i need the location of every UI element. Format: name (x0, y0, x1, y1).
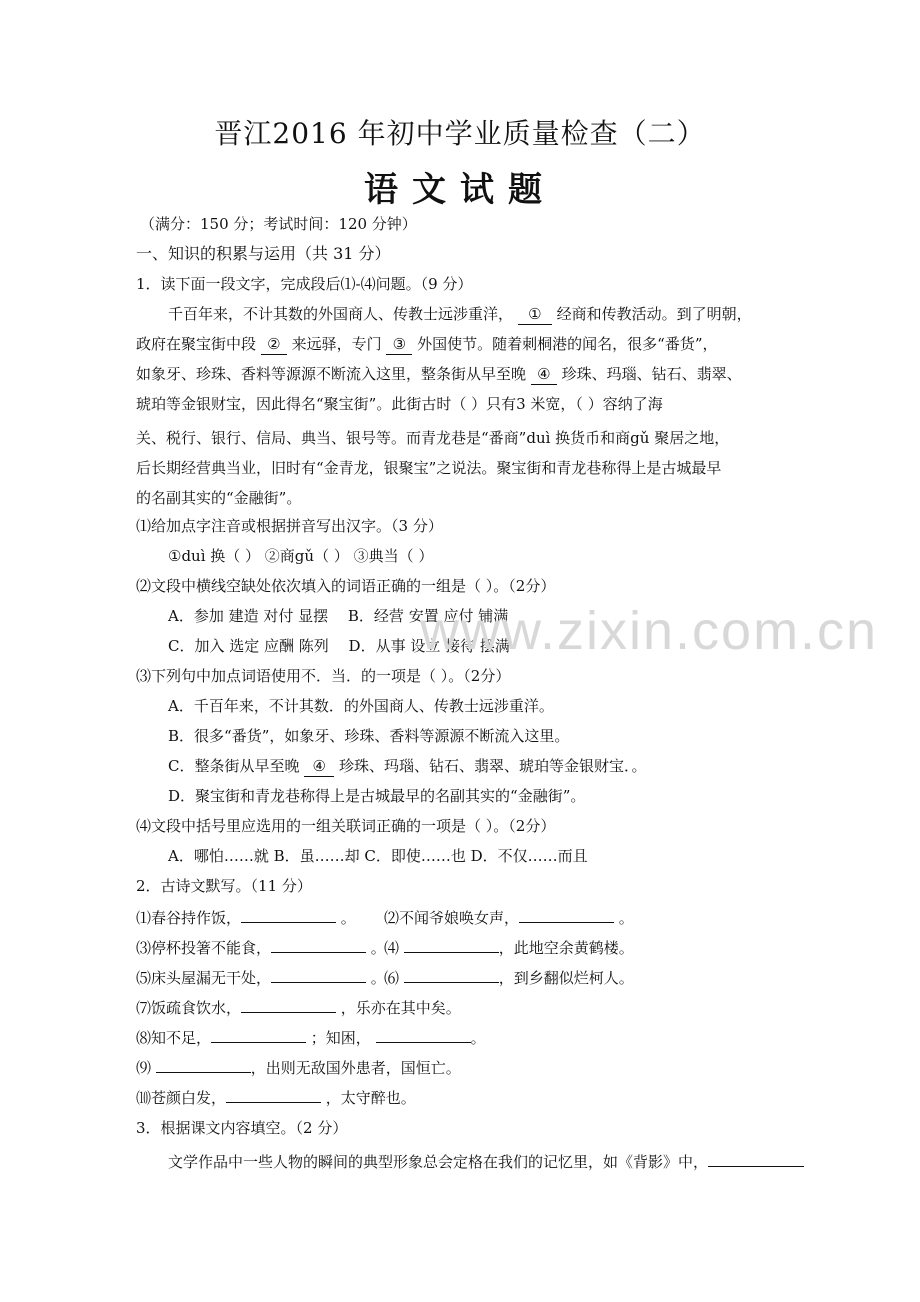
text: ⑽苍颜白发， (136, 1089, 227, 1107)
q1-para-line3 (136, 364, 920, 385)
text: ⑸床头屋漏无干处， (136, 969, 272, 987)
q1-sub3-option-c (168, 756, 920, 777)
text: ，乐亦在其中矣。 (340, 999, 461, 1017)
text: 。 (370, 939, 386, 957)
answer-blank[interactable] (404, 966, 499, 983)
q1-para-line2 (136, 334, 920, 355)
answer-blank[interactable] (241, 996, 336, 1013)
text: ⑺饭疏食饮水， (136, 999, 242, 1017)
q1-sub4-options: A．哪怕……就 B．虽……却 C．即使……也 D．不仅……而且 (168, 847, 588, 865)
q2-item-7 (136, 996, 920, 1018)
text: ，此地空余黄鹤楼。 (498, 939, 634, 957)
watermark: www.zixin.com.cn (420, 601, 879, 661)
text: 。 (470, 1029, 486, 1047)
blank-2: ② (261, 334, 287, 355)
q1-sub3: ⑶下列句中加点词语使用不．当．的一项是（ ）。（2分） (136, 667, 511, 685)
text: ⑶停杯投箸不能食， (136, 939, 272, 957)
q1-para-line5: 关、税行、银行、信局、典当、银号等。而青龙巷是“番商”duì 换货币和商gǔ 聚居之地， (136, 429, 730, 447)
answer-blank[interactable] (211, 1026, 306, 1043)
q1-sub2-option-cd: C．加入 选定 应酬 陈列 D．从事 设立 接待 摆满 (168, 637, 510, 655)
q1-sub3-option-d: D．聚宝街和青龙巷称得上是古城最早的名副其实的“金融街”。 (168, 787, 586, 805)
text: ⑹ (384, 969, 400, 987)
text: 来远驿，专门 (291, 335, 382, 353)
q1-para-line7: 的名副其实的“金融街”。 (136, 489, 302, 507)
text: 。 (618, 909, 634, 927)
text: ⑵不闻爷娘唤女声， (384, 909, 520, 927)
answer-blank[interactable] (404, 936, 499, 953)
q1-sub1-options: ①duì 换（ ） ②商gǔ（ ） ③典当（ ） (168, 547, 434, 565)
text: ⑼ (136, 1059, 152, 1077)
text: ，出则无敌国外患者，国恒亡。 (250, 1059, 461, 1077)
text: ⑻知不足， (136, 1029, 212, 1047)
q1-sub2-option-ab: A．参加 建造 对付 显摆 B．经营 安置 应付 铺满 (168, 607, 509, 625)
q3-title: 3．根据课文内容填空。（2 分） (136, 1119, 348, 1137)
q2-item-9 (136, 1056, 920, 1078)
exam-title: 晋江2016 年初中学业质量检查（二） (214, 117, 706, 150)
q1-para-line1 (168, 304, 920, 325)
q2-item-10 (136, 1086, 920, 1108)
q1-title: 1．读下面一段文字，完成段后⑴-⑷问题。（9 分） (136, 275, 473, 293)
text: 经商和传教活动。到了明朝， (556, 305, 752, 323)
answer-blank[interactable] (271, 966, 366, 983)
section-heading: 一、知识的积累与运用（共 31 分） (136, 244, 391, 263)
q2-item-4 (384, 936, 920, 958)
q2-item-8 (136, 1026, 920, 1048)
answer-blank[interactable] (376, 1026, 471, 1043)
text: 外国使节。随着刺桐港的闻名，很多“番货”， (417, 335, 718, 353)
q3-para-line1 (168, 1150, 920, 1172)
q1-para-line6: 后长期经营典当业，旧时有“金青龙，银聚宝”之说法。聚宝街和青龙巷称得上是古城最早 (136, 459, 722, 477)
answer-blank[interactable] (271, 936, 366, 953)
answer-blank[interactable] (708, 1150, 804, 1167)
q1-sub4: ⑷文段中括号里应选用的一组关联词正确的一项是（ ）。（2分） (136, 817, 556, 835)
text: ，太守醉也。 (325, 1089, 416, 1107)
text: 。 (370, 969, 386, 987)
subject-title: 语文试题 (364, 170, 556, 210)
text: 如象牙、珍珠、香料等源源不断流入这里，整条街从早至晚 (136, 365, 527, 383)
q2-title: 2．古诗文默写。（11 分） (136, 877, 312, 895)
text: C．整条街从早至晚 (168, 757, 300, 775)
blank-4: ④ (531, 364, 557, 385)
text: 珍珠、玛瑙、钻石、翡翠、琥珀等金银财宝．。 (339, 757, 647, 775)
text: 政府在聚宝街中段 (136, 335, 257, 353)
blank-mark: ④ (304, 756, 334, 777)
answer-blank[interactable] (519, 906, 614, 923)
q1-sub3-option-b: B．很多“番货”，如象牙、珍珠、香料等源源不断流入这里。 (168, 727, 570, 745)
text: 。 (340, 909, 356, 927)
answer-blank[interactable] (226, 1086, 321, 1103)
text: 珍珠、玛瑙、钻石、翡翠、 (561, 365, 742, 383)
answer-blank[interactable] (241, 906, 336, 923)
q1-sub2: ⑵文段中横线空缺处依次填入的词语正确的一组是（ ）。（2分） (136, 577, 556, 595)
q2-item-2 (384, 906, 920, 928)
q2-item-6 (384, 966, 920, 988)
text: ⑷ (384, 939, 400, 957)
q1-sub3-option-a: A．千百年来，不计其数．的外国商人、传教士远涉重洋。 (168, 697, 554, 715)
text: ⑴春谷持作饭， (136, 909, 242, 927)
text: 千百年来，不计其数的外国商人、传教士远涉重洋， (168, 305, 514, 323)
q1-para-line4: 琥珀等金银财宝，因此得名“聚宝街”。此街古时（ ）只有3 米宽，（ ）容纳了海 (136, 395, 663, 413)
text: ，到乡翻似烂柯人。 (498, 969, 634, 987)
answer-blank[interactable] (156, 1056, 251, 1073)
text: 文学作品中一些人物的瞬间的典型形象总会定格在我们的记忆里，如《背影》中， (168, 1153, 709, 1171)
blank-1: ① (518, 304, 552, 325)
q1-sub1: ⑴给加点字注音或根据拼音写出汉字。（3 分） (136, 517, 443, 535)
blank-3: ③ (386, 334, 412, 355)
exam-info: （满分：150 分；考试时间：120 分钟） (140, 215, 417, 233)
text: ；知困， (310, 1029, 371, 1047)
